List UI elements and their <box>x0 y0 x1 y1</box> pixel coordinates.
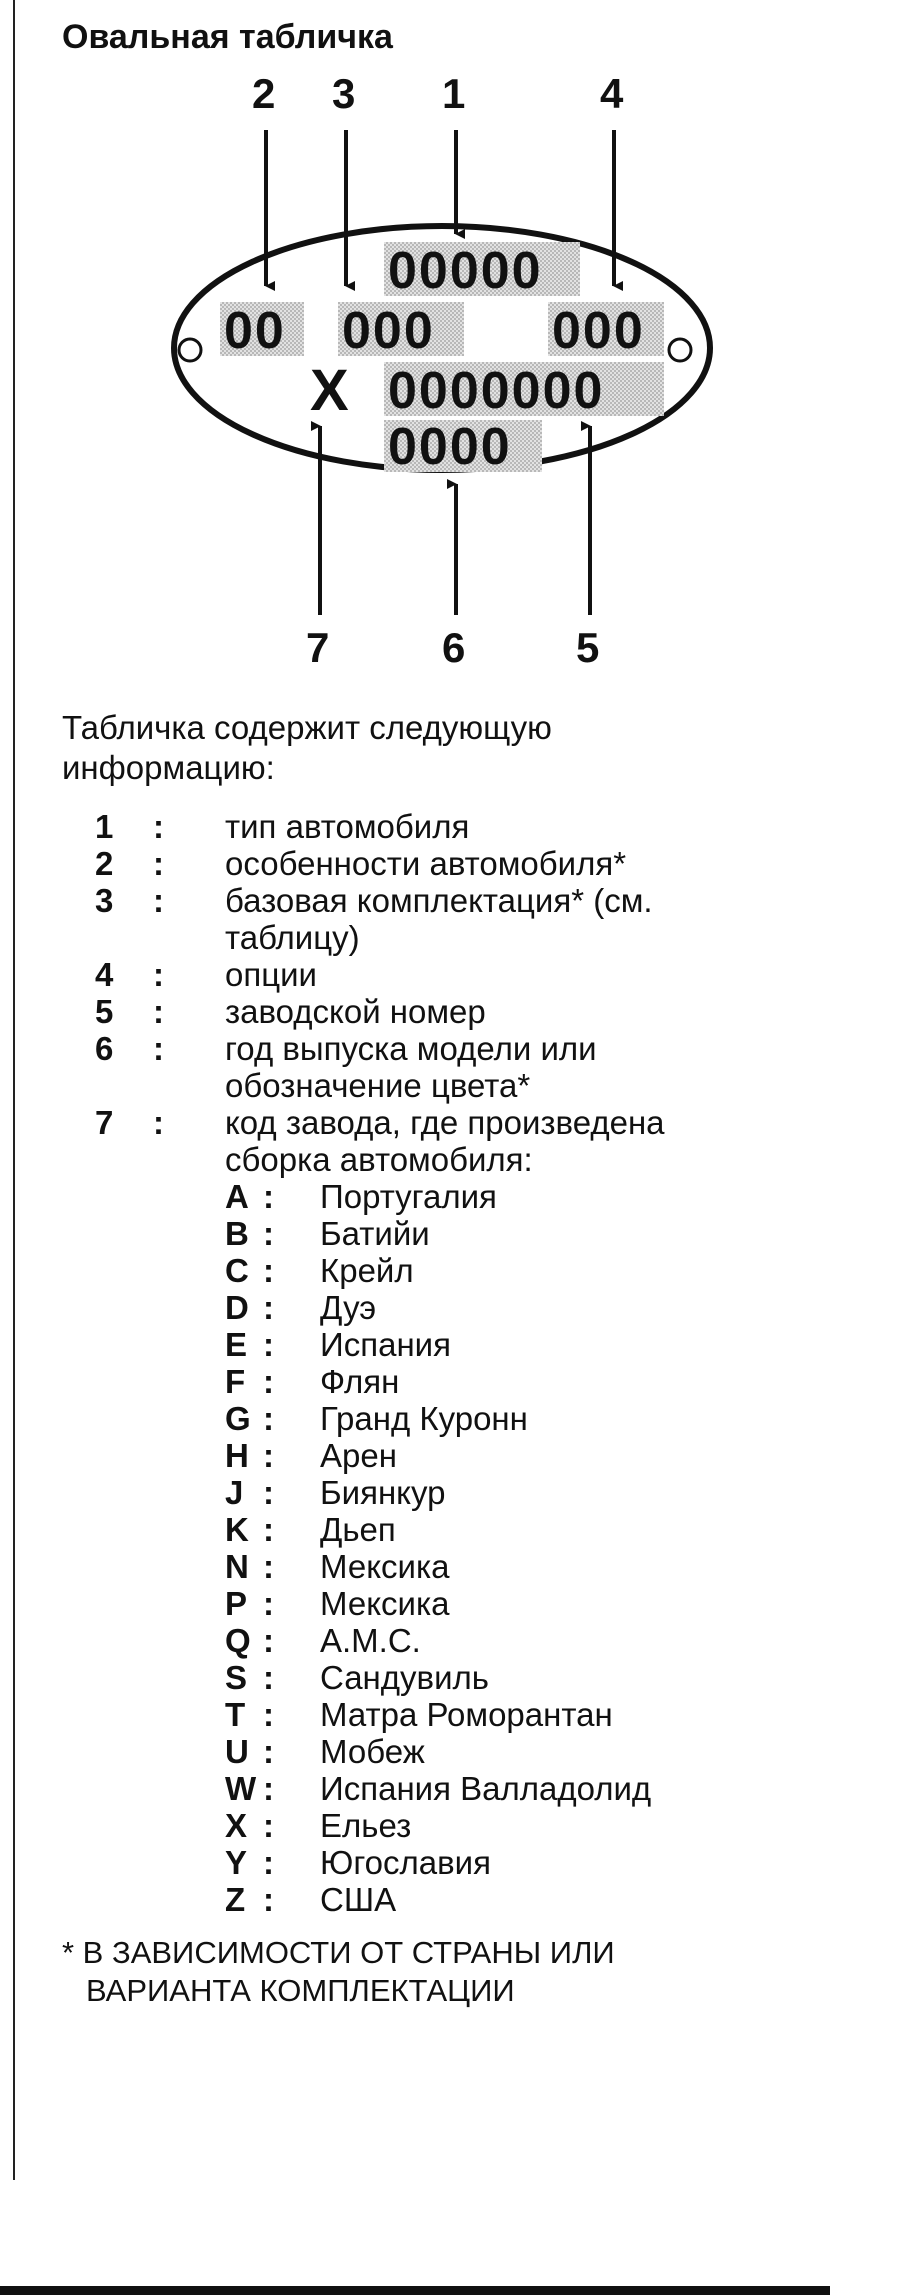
factory-code-row <box>225 1585 825 1622</box>
factory-code-colon: : <box>263 1696 274 1733</box>
factory-code-row <box>225 1881 825 1918</box>
factory-code-colon: : <box>263 1252 274 1289</box>
list-item <box>95 993 815 1030</box>
item-text: базовая комплектация* (см. таблицу) <box>225 882 653 956</box>
factory-code: D <box>225 1289 249 1326</box>
factory-code-row <box>225 1659 825 1696</box>
item-number: 2 <box>95 845 114 882</box>
item-number: 7 <box>95 1104 114 1141</box>
factory-code: W <box>225 1770 257 1807</box>
item-colon: : <box>153 993 164 1030</box>
factory-code-row <box>225 1363 825 1400</box>
footnote-line-2: ВАРИАНТА КОМПЛЕКТАЦИИ <box>86 1973 515 2008</box>
plate-field-4: 000 <box>552 302 645 360</box>
list-item <box>95 882 815 956</box>
factory-code-row <box>225 1807 825 1844</box>
plate-field-5: 0000000 <box>388 362 605 420</box>
factory-code: K <box>225 1511 249 1548</box>
factory-code-colon: : <box>263 1881 274 1918</box>
factory-name: США <box>320 1881 397 1918</box>
factory-name: Испания <box>320 1326 451 1363</box>
factory-code-colon: : <box>263 1400 274 1437</box>
item-text: заводской номер <box>225 993 486 1030</box>
factory-name: Крейл <box>320 1252 414 1289</box>
list-item <box>95 845 815 882</box>
factory-name: Ельез <box>320 1807 412 1844</box>
factory-code-row <box>225 1548 825 1585</box>
factory-name: Сандувиль <box>320 1659 489 1696</box>
factory-code: B <box>225 1215 249 1252</box>
factory-code-row <box>225 1511 825 1548</box>
factory-code-colon: : <box>263 1363 274 1400</box>
list-item <box>95 956 815 993</box>
footnote-line-1: * В ЗАВИСИМОСТИ ОТ СТРАНЫ ИЛИ <box>62 1935 615 1970</box>
factory-name: А.М.С. <box>320 1622 421 1659</box>
factory-code-row <box>225 1733 825 1770</box>
factory-code-colon: : <box>263 1807 274 1844</box>
factory-code-colon: : <box>263 1844 274 1881</box>
intro-text <box>62 708 662 788</box>
arrow-label-7: 7 <box>306 624 330 671</box>
factory-code-colon: : <box>263 1511 274 1548</box>
item-text: код завода, где произведена сборка автомобиля: <box>225 1104 665 1178</box>
factory-code-colon: : <box>263 1548 274 1585</box>
factory-code: C <box>225 1252 249 1289</box>
list-item <box>95 1104 815 1178</box>
plate-field-2: 00 <box>224 302 286 360</box>
factory-code-row <box>225 1437 825 1474</box>
factory-code: A <box>225 1178 249 1215</box>
factory-name: Югославия <box>320 1844 491 1881</box>
rivet-hole-right <box>669 339 691 361</box>
factory-code-colon: : <box>263 1622 274 1659</box>
plate-field-6: 0000 <box>388 418 512 476</box>
item-number: 4 <box>95 956 114 993</box>
factory-code-row <box>225 1289 825 1326</box>
item-colon: : <box>153 1030 164 1067</box>
item-colon: : <box>153 845 164 882</box>
factory-code-list <box>225 1178 825 1918</box>
arrow-label-5: 5 <box>576 624 600 671</box>
factory-code-row <box>225 1696 825 1733</box>
page-title: Овальная табличка <box>62 18 393 56</box>
plate-field-1: 00000 <box>388 242 543 300</box>
factory-name: Батийи <box>320 1215 430 1252</box>
arrow-label-6: 6 <box>442 624 466 671</box>
factory-code: X <box>225 1807 248 1844</box>
factory-name: Дуэ <box>320 1289 377 1326</box>
item-number: 5 <box>95 993 114 1030</box>
factory-code: Y <box>225 1844 248 1881</box>
rivet-hole-left <box>179 339 201 361</box>
item-number: 6 <box>95 1030 114 1067</box>
factory-code: Z <box>225 1881 246 1918</box>
factory-code-row <box>225 1770 825 1807</box>
factory-code-colon: : <box>263 1215 274 1252</box>
factory-code-colon: : <box>263 1326 274 1363</box>
factory-name: Мобеж <box>320 1733 425 1770</box>
oval-plate-diagram <box>0 0 920 700</box>
item-text: тип автомобиля <box>225 808 470 845</box>
intro-line-2: информацию: <box>62 749 275 786</box>
factory-code-row <box>225 1178 825 1215</box>
factory-code-row <box>225 1474 825 1511</box>
factory-code-colon: : <box>263 1585 274 1622</box>
factory-code-row <box>225 1326 825 1363</box>
factory-code: T <box>225 1696 246 1733</box>
intro-line-1: Табличка содержит следующую <box>62 709 552 746</box>
factory-code-row <box>225 1252 825 1289</box>
factory-code: Q <box>225 1622 251 1659</box>
factory-code-colon: : <box>263 1733 274 1770</box>
footnote <box>62 1934 615 2010</box>
item-colon: : <box>153 882 164 919</box>
item-text: опции <box>225 956 317 993</box>
arrow-label-2: 2 <box>252 70 276 117</box>
factory-code: N <box>225 1548 249 1585</box>
factory-name: Дьеп <box>320 1511 396 1548</box>
factory-code: E <box>225 1326 248 1363</box>
factory-name: Флян <box>320 1363 400 1400</box>
factory-code: S <box>225 1659 248 1696</box>
factory-name: Матра Роморантан <box>320 1696 613 1733</box>
factory-name: Арен <box>320 1437 397 1474</box>
plate-field-7: X <box>310 358 349 423</box>
factory-code: F <box>225 1363 246 1400</box>
factory-code-colon: : <box>263 1659 274 1696</box>
factory-name: Биянкур <box>320 1474 446 1511</box>
factory-code-colon: : <box>263 1178 274 1215</box>
item-colon: : <box>153 956 164 993</box>
factory-code-colon: : <box>263 1289 274 1326</box>
factory-name: Гранд Куронн <box>320 1400 528 1437</box>
factory-code-row <box>225 1844 825 1881</box>
factory-code: H <box>225 1437 249 1474</box>
factory-code: J <box>225 1474 244 1511</box>
arrow-label-1: 1 <box>442 70 466 117</box>
factory-name: Мексика <box>320 1548 450 1585</box>
factory-name: Португалия <box>320 1178 497 1215</box>
factory-code: G <box>225 1400 251 1437</box>
plate-field-3: 000 <box>342 302 435 360</box>
factory-code: U <box>225 1733 249 1770</box>
list-item <box>95 1030 815 1104</box>
item-colon: : <box>153 808 164 845</box>
item-colon: : <box>153 1104 164 1141</box>
bottom-rule <box>0 2286 830 2295</box>
factory-code-row <box>225 1215 825 1252</box>
arrow-label-3: 3 <box>332 70 356 117</box>
info-list <box>95 808 815 1178</box>
factory-code-colon: : <box>263 1474 274 1511</box>
factory-code-colon: : <box>263 1770 274 1807</box>
list-item <box>95 808 815 845</box>
factory-code-colon: : <box>263 1437 274 1474</box>
factory-code-row <box>225 1400 825 1437</box>
arrow-label-4: 4 <box>600 70 624 117</box>
factory-name: Мексика <box>320 1585 450 1622</box>
item-number: 1 <box>95 808 114 845</box>
item-text: год выпуска модели или обозначение цвета* <box>225 1030 597 1104</box>
factory-code: P <box>225 1585 248 1622</box>
item-text: особенности автомобиля* <box>225 845 627 882</box>
factory-code-row <box>225 1622 825 1659</box>
item-number: 3 <box>95 882 114 919</box>
factory-name: Испания Валладолид <box>320 1770 652 1807</box>
